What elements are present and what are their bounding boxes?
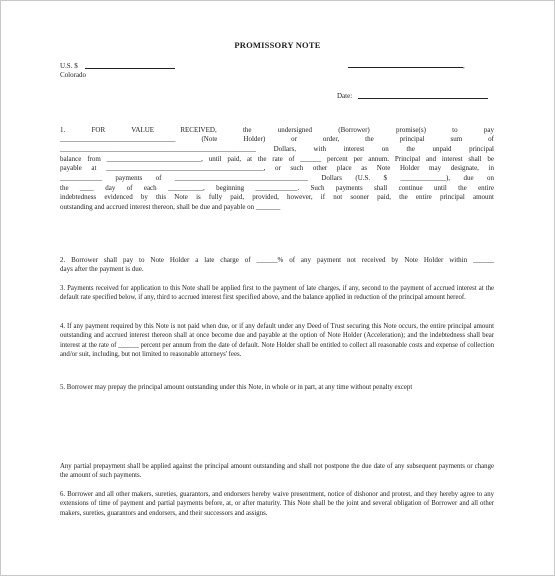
us-dollar-label: U.S. $	[60, 62, 78, 70]
paragraph-1-line: _________________________________ (Note Holder) or order, the principal sum of	[60, 135, 494, 143]
date-blank-line	[358, 98, 488, 99]
amount-blank-line	[85, 68, 175, 69]
paragraph-3: 3. Payments received for application to this Note shall be applied first to the payment of late charges, if any, second to the payment of accrued interest at the default rate specified below, if any, third to accrued interest first specified above, and the balance applied in reduction of the principal amount hereof.	[60, 285, 494, 302]
paragraph-1-line: ____________ payments of ______________________________________ Dollars (U.S. $ _____________), due on	[60, 174, 494, 182]
paragraph-1-line: outstanding and accrued interest thereon, shall be due and payable on _______	[60, 203, 281, 211]
paragraph-5: 5. Borrower may prepay the principal amount outstanding under this Note, in whole or in part, at any time without penalty except	[60, 384, 413, 391]
paragraph-2-line: days after the payment is due.	[60, 265, 144, 273]
partial-prepayment-paragraph: Any partial prepayment shall be applied against the principal amount outstanding and shall not postpone the due date of any subsequent payments or change the amount of such payments.	[60, 463, 494, 480]
date-label: Date:	[337, 92, 353, 100]
place-text: Colorado	[60, 71, 87, 79]
paragraph-1-line: indebtedness evidenced by this Note is fully paid, provided, however, if not sooner paid, the entire principal amount	[60, 193, 494, 201]
paragraph-1-line: ________________________________________________________ Dollars, with interest on the unpaid principal	[60, 145, 494, 153]
paragraph-4: 4. If any payment required by this Note is not paid when due, or if any default under any Deed of Trust securing this Note occurs, the entire principal amount outstanding and accrued interest thereon shall at once become due and payable at the option of Note Holder (Acceleration); and the indebtedness shall bear interest at the rate of ______ percent per annum from the date of default. Note Holder shall be entitled to collect all reasonable costs and expense of collection and/or suit, including, but not limited to reasonable attorneys' fees.	[60, 323, 494, 358]
paragraph-1-line: 1. FOR VALUE RECEIVED, the undersigned (Borrower) promise(s) to pay	[60, 126, 494, 134]
paragraph-1-line: balance from ___________________________, until paid, at the rate of ______ percent per annum. Principal and interest shall be	[60, 155, 494, 163]
location-comma: ,	[463, 62, 465, 70]
paragraph-1-line: the ____ day of each __________, beginning ____________. Such payments shall continue until the entire	[60, 184, 494, 192]
paragraph-6: 6. Borrower and all other makers, sureties, guarantors, and endorsers hereby waive presentment, notice of dishonor and protest, and they hereby agree to any extensions of time of payment and partial payments before, at, or after maturity. This Note shall be the joint and several obligation of Borrower and all other makers, sureties, guarantors and endorsers, and their successors and assigns.	[60, 491, 494, 517]
document-title: PROMISSORY NOTE	[234, 40, 321, 50]
location-blank-line	[348, 67, 463, 68]
paragraph-1-line: payable at _____________________________________________, or such other place as Note Holder may designate, in	[60, 164, 494, 172]
paragraph-2-line: 2. Borrower shall pay to Note Holder a late charge of ______% of any payment not received by Note Holder within ______	[60, 256, 494, 264]
